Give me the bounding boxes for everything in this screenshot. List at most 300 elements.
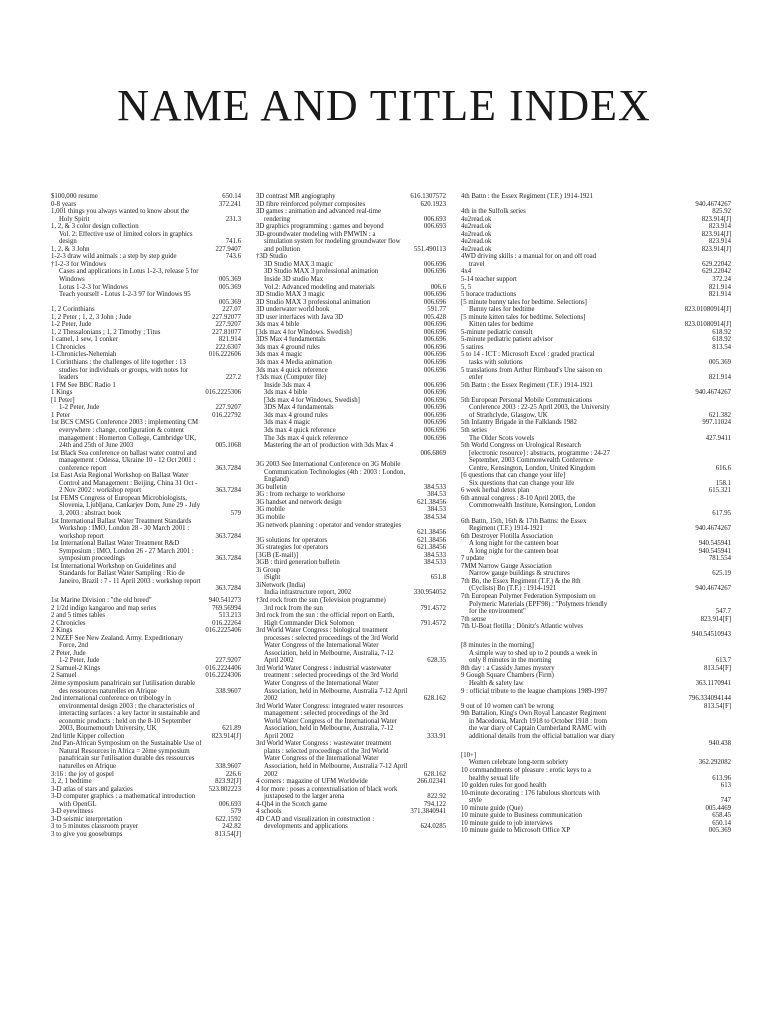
entry-text: 2002 — [264, 695, 278, 703]
index-line — [461, 650, 731, 658]
index-line — [51, 831, 241, 839]
index-line — [461, 344, 731, 352]
class-number: 823.01080914[J] — [684, 321, 731, 329]
class-number: 940.545941 — [698, 540, 731, 548]
index-line — [256, 665, 446, 673]
entry-text: 3rd World Water Congress : industrial wastewater — [256, 664, 392, 672]
entry-text: panafricain sur l'utilisation durable des ressources — [59, 755, 195, 763]
class-number: 651.8 — [430, 574, 446, 582]
entry-text: 1 Chronicles — [51, 343, 86, 351]
class-number: 825.92 — [712, 208, 731, 216]
index-line — [51, 725, 241, 733]
entry-text: plants : selected proceedings of the 3rd World — [264, 747, 389, 755]
entry-text: 2 Samuel — [51, 672, 77, 680]
index-line — [51, 261, 241, 269]
entry-text: 3rd World Water Congress: integrated water resources — [256, 702, 404, 710]
index-line — [51, 703, 241, 711]
class-number: 016.2225306 — [205, 389, 241, 397]
entry-text: 3D Studio MAX 3 magic — [264, 260, 333, 268]
entry-text: [3ds max 4 for Windows. Swedish] — [256, 328, 352, 336]
index-line — [256, 612, 446, 620]
entry-text: 5-14 teacher support — [461, 276, 517, 284]
index-line — [51, 605, 241, 613]
index-line — [256, 793, 446, 801]
index-block — [256, 193, 446, 457]
entry-text: 5th Battn : the Essex Regiment (T.F.) 1914-1921 — [461, 381, 594, 389]
entry-text: 1-2 Peter, Jude — [59, 657, 100, 665]
entry-text: 3GB : third generation bulletin — [256, 559, 340, 567]
entry-text: only 8 minutes in the morning — [469, 657, 552, 665]
index-line — [461, 299, 731, 307]
entry-text: 1st Marine Division : "the old breed" — [51, 596, 152, 604]
entry-text: 1, 2, & 3 John — [51, 245, 90, 253]
index-line — [51, 518, 241, 526]
entry-text: 5 to 14 - ICT : Microsoft Excel : graded practical — [461, 351, 595, 359]
class-number: 616.1307572 — [410, 193, 446, 200]
index-line — [256, 635, 446, 643]
class-number: 617.95 — [712, 509, 731, 517]
index-line — [461, 540, 731, 548]
class-number: 940.545941 — [698, 547, 731, 555]
index-line — [256, 816, 446, 824]
index-line — [461, 231, 731, 239]
index-line — [461, 427, 731, 435]
entry-text: additional details from the official battalion war diary — [469, 732, 615, 740]
index-line — [51, 382, 241, 390]
entry-text: [electronic resource] : abstracts, programme : 24-27 — [469, 449, 610, 457]
index-line — [461, 710, 731, 718]
index-line — [461, 276, 731, 284]
index-line — [51, 627, 241, 635]
index-line — [461, 495, 731, 503]
class-number: 006.696 — [423, 351, 446, 359]
entry-text: Inside 3D studio Max — [264, 276, 324, 284]
entry-text: Lotus 1-2-3 for Windows — [59, 283, 128, 291]
class-number: 363.7284 — [215, 464, 241, 472]
index-line — [461, 510, 731, 518]
entry-text: 1st BCS CMSG Conference 2003 : implementing CM — [51, 419, 199, 427]
index-line — [256, 367, 446, 375]
class-number: 658.45 — [712, 812, 731, 820]
entry-text: Force, 2nd — [59, 642, 89, 650]
entry-text: 24th and 25th of June 2003 — [59, 442, 134, 450]
entry-text: 2 Peter, Jude — [51, 649, 86, 657]
index-line — [461, 450, 731, 458]
class-number: 006.6869 — [420, 449, 446, 457]
entry-text: 4u2read.ok — [461, 230, 492, 238]
entry-text: 2nd international conference on tribology in — [51, 695, 171, 703]
index-line — [51, 748, 241, 756]
index-line — [256, 823, 446, 831]
index-line — [256, 404, 446, 412]
entry-text: Windows — [59, 276, 85, 284]
index-line — [51, 740, 241, 748]
index-line — [51, 533, 241, 541]
class-number: 338.9607 — [215, 687, 241, 695]
entry-text: Symposium : IMO, London 26 - 27 March 2001 : — [59, 547, 194, 555]
index-line — [51, 487, 241, 495]
index-line — [256, 397, 446, 405]
entry-text: healthy sexual life — [469, 774, 519, 782]
class-number: 006.693 — [423, 215, 446, 223]
entry-text: Association, held in Melbourne, Australia, 7-12 — [264, 649, 394, 657]
index-line — [51, 465, 241, 473]
entry-text: symposium proceedings — [59, 555, 125, 563]
index-line — [461, 502, 731, 510]
class-number: 371.3840941 — [410, 808, 446, 816]
index-line — [256, 336, 446, 344]
index-line — [256, 688, 446, 696]
index-line — [51, 695, 241, 703]
entry-text: Control and Management : Beijing, China 31 Oct - — [59, 479, 198, 487]
index-line — [256, 620, 446, 628]
class-number: 427.9411 — [705, 434, 731, 442]
class-number: 629.22042 — [702, 260, 731, 268]
index-line — [51, 816, 241, 824]
class-number: 363.7284 — [215, 532, 241, 540]
index-line — [256, 469, 446, 477]
entry-text: 3-D seismic interpretation — [51, 815, 122, 823]
index-line — [256, 261, 446, 269]
index-line — [256, 778, 446, 786]
index-line — [461, 201, 731, 209]
index-line — [51, 276, 241, 284]
class-number: 813.54[J] — [215, 830, 241, 838]
entry-text: Janeiro, Brazil : 7 - 11 April 2003 : workshop report — [59, 577, 201, 585]
entry-text: 7th European Polymer Federation Symposium on — [461, 592, 596, 600]
index-line — [256, 680, 446, 688]
entry-text: 9 : official tribute to the league champions 1989-1997 — [461, 687, 608, 695]
class-number: 615.321 — [708, 487, 731, 495]
index-line — [461, 472, 731, 480]
index-line — [256, 771, 446, 779]
class-number: 650.14 — [712, 819, 731, 827]
entry-text: 10 minute guide (Que) — [461, 804, 523, 812]
entry-text: Association, held in Melbourne, Australia, 7-12 — [264, 725, 394, 733]
index-line — [461, 631, 731, 639]
class-number: 372.24 — [712, 276, 731, 284]
index-line — [51, 299, 241, 307]
class-number: 005.369 — [708, 827, 731, 835]
class-number: 940.4674267 — [695, 389, 731, 397]
index-line — [256, 193, 446, 201]
entry-text: for the environment" — [469, 608, 526, 616]
index-line — [461, 593, 731, 601]
entry-text: †3D Studio — [256, 253, 288, 261]
entry-text: 3rd rock from the sun : the official report on Earth, — [256, 612, 395, 620]
entry-text: [3ds max 4 for Windows, Swedish] — [264, 396, 360, 404]
entry-text: iSight — [264, 574, 281, 582]
index-line — [51, 284, 241, 292]
index-line — [256, 740, 446, 748]
class-number: 621.38456 — [417, 498, 446, 506]
index-line — [461, 548, 731, 556]
entry-text: 4u2read.ok — [461, 223, 492, 231]
class-number: 363.7284 — [215, 585, 241, 593]
entry-text: Water Congress of the International Water — [264, 680, 379, 687]
entry-text: 1 camel, 1 sew, 1 conker — [51, 336, 118, 344]
index-block — [51, 597, 241, 839]
index-line — [461, 525, 731, 533]
entry-text: England) — [264, 476, 289, 484]
index-line — [256, 314, 446, 322]
entry-text: Conference 2003 : 22-25 April 2003, the University — [469, 404, 610, 412]
class-number: 791.4572 — [420, 619, 446, 627]
index-line — [51, 427, 241, 435]
entry-text: 9 out of 10 women can't be wrong — [461, 702, 554, 710]
index-line — [461, 389, 731, 397]
class-number: 016.2224306 — [205, 672, 241, 680]
index-line — [256, 246, 446, 254]
class-number: 242.82 — [222, 823, 241, 831]
class-number: 338.9607 — [215, 763, 241, 771]
entry-text: 10-minute decorating : 176 fabulous shortcuts with — [461, 789, 600, 797]
index-line — [256, 231, 446, 239]
index-line — [51, 231, 241, 239]
entry-text: 3G handset and network design — [256, 498, 342, 506]
entry-text: Association, held in Melbourne, Australia 7-12 April — [264, 687, 408, 695]
class-number: 940.541273 — [208, 596, 241, 604]
index-line — [461, 797, 731, 805]
class-number: 006.696 — [423, 298, 446, 306]
index-line — [461, 570, 731, 578]
class-number: 384.53 — [427, 491, 446, 499]
index-line — [256, 733, 446, 741]
entry-text: (Cyclists) Bn (T.F.) : 1914-1921 — [469, 585, 557, 593]
entry-text: 1st Black Sea conference on ballast water control and — [51, 449, 197, 457]
entry-text: enfer — [469, 374, 483, 382]
entry-text: The Older Scots vowels — [469, 434, 535, 442]
index-line — [51, 336, 241, 344]
entry-text: 10 commandments of pleasure : erotic keys to a — [461, 767, 591, 775]
class-number: 821.914 — [708, 374, 731, 382]
index-line — [256, 748, 446, 756]
class-number: 227.07 — [222, 306, 241, 314]
index-line — [51, 778, 241, 786]
entry-text: [5 minute kitten tales for bedtime. Selections] — [461, 313, 586, 321]
entry-text: Women celebrate long-term sobriety — [469, 759, 569, 767]
entry-text: 2 Nov 2002 : workshop report — [59, 487, 142, 495]
class-number: 158.1 — [715, 479, 731, 487]
index-line — [51, 472, 241, 480]
class-number: 006.693 — [423, 223, 446, 231]
entry-text: juxtaposed to the larger arena — [264, 793, 345, 801]
class-number: 363.7284 — [215, 555, 241, 563]
class-number: 621.38456 — [417, 536, 446, 544]
entry-text: 3:16 : the joy of gospel — [51, 770, 114, 778]
class-number: 650.14 — [222, 193, 241, 200]
entry-text: 2 Kings — [51, 627, 73, 635]
index-line — [51, 268, 241, 276]
class-number: 227.92077 — [212, 313, 241, 321]
entry-text: 3ds max 4 ground rules — [256, 343, 320, 351]
entry-text: Cases and applications in Lotus 1-2-3, release 5 for — [59, 268, 199, 276]
index-block — [461, 193, 731, 638]
class-number: 227.2 — [225, 374, 241, 382]
index-line — [51, 367, 241, 375]
entry-text: High Commander Dick Solomon — [264, 619, 355, 627]
index-line — [256, 253, 446, 261]
entry-text: 3-D atlas of stars and galaxies — [51, 785, 133, 793]
entry-text: 3ds max 4 ground rules — [264, 411, 328, 419]
entry-text: with OpenGL — [59, 800, 97, 808]
index-line — [461, 805, 731, 813]
entry-text: 1st International Ballast Water Treatment Standards — [51, 517, 192, 525]
entry-text: management : Odessa, Ukraine 10 - 12 Oct 2001 : — [59, 457, 196, 465]
index-line — [51, 201, 241, 209]
class-number: 743.6 — [225, 253, 241, 261]
entry-text: April 2002 — [264, 657, 294, 665]
entry-text: 3G solutions for operators — [256, 536, 328, 544]
entry-text: 3-D computer graphics : a mathematical introduction — [51, 793, 196, 801]
index-line — [51, 801, 241, 809]
class-number: 823.914[J] — [211, 732, 241, 740]
entry-text: 4-Qh4 in the Scotch game — [256, 800, 327, 808]
index-line — [461, 306, 731, 314]
entry-text: 3 to 5 minutes classroom prayer — [51, 823, 139, 831]
class-number: 579 — [230, 509, 241, 517]
index-line — [256, 650, 446, 658]
entry-text: 3ds max 4 Media animation — [256, 359, 332, 367]
entry-text: $100,000 resume — [51, 193, 98, 200]
index-line — [256, 597, 446, 605]
entry-text: Vol.2: Advanced modeling and materials — [264, 283, 375, 291]
index-line — [461, 563, 731, 571]
class-number: 006.696 — [423, 381, 446, 389]
index-line — [256, 567, 446, 575]
entry-text: 3rd rock from the sun — [264, 604, 323, 612]
entry-text: 3D Studio MAX 3 professional animation — [256, 298, 371, 306]
entry-text: 3ds max 4 bible — [264, 389, 308, 397]
class-number: 613 — [720, 782, 731, 790]
index-block — [256, 461, 446, 831]
index-line — [461, 412, 731, 420]
entry-text: 3D Studio MAX 3 professional animation — [264, 268, 379, 276]
index-line — [256, 627, 446, 635]
entry-text: September, 2003 Commonwealth Conference — [469, 457, 593, 465]
index-line — [51, 359, 241, 367]
entry-text: simulation system for modeling groundwater flow — [264, 238, 401, 246]
entry-text: style — [469, 797, 482, 805]
entry-text: 2002 — [264, 770, 278, 778]
entry-text: Water Congress of the International Water — [264, 642, 379, 650]
index-line — [256, 801, 446, 809]
entry-text: 7th sense — [461, 615, 487, 623]
entry-text: 4th Battn : the Essex Regiment (T.F.) 1914-1921 — [461, 193, 594, 200]
index-line — [51, 680, 241, 688]
entry-text: studies for individuals or groups, with notes for — [59, 366, 189, 374]
index-line — [256, 755, 446, 763]
entry-text: [5 minute bunny tales for bedtime. Selections] — [461, 298, 587, 306]
class-number: 579 — [230, 808, 241, 816]
class-number: 823.914[J] — [701, 215, 731, 223]
entry-text: 10 minute guide to Microsoft Office XP — [461, 827, 570, 835]
index-line — [51, 755, 241, 763]
class-number: 384.533 — [423, 551, 446, 559]
index-line — [461, 268, 731, 276]
entry-text: India infrastructure report, 2002 — [264, 589, 352, 597]
index-line — [256, 544, 446, 552]
class-number: 005.4469 — [705, 804, 731, 812]
class-number: 006.696 — [423, 389, 446, 397]
index-line — [461, 253, 731, 261]
index-line — [256, 374, 446, 382]
class-number: 769.56994 — [212, 604, 241, 612]
entry-text: Six questions that can change your life — [469, 479, 575, 487]
class-number: 940.438 — [708, 740, 731, 748]
index-line — [51, 223, 241, 231]
index-line — [51, 480, 241, 488]
class-number: 523.802223 — [208, 785, 241, 793]
index-line — [51, 351, 241, 359]
entry-text: 4 for more : poses a contextualisation of black work — [256, 785, 398, 793]
entry-text: everywhere : change, configuration & content — [59, 426, 184, 434]
class-number: 227.9407 — [215, 245, 241, 253]
entry-text: 3G 2003 See International Conference on 3G Mobile — [256, 461, 401, 469]
index-line — [256, 718, 446, 726]
entry-text: 1st East Asia Regional Workshop on Ballast Water — [51, 472, 189, 480]
entry-text: [8 minutes in the morning] — [461, 642, 534, 650]
class-number: 005.1068 — [215, 442, 241, 450]
index-line — [461, 480, 731, 488]
index-line — [256, 672, 446, 680]
entry-text: 3D user interfaces with Java 3D — [256, 313, 344, 321]
entry-text: [3GB (E-mail)] — [256, 551, 299, 559]
entry-text: 2 Chronicles — [51, 619, 86, 627]
index-line — [51, 435, 241, 443]
index-line — [461, 397, 731, 405]
class-number: 384.534 — [423, 513, 446, 521]
entry-text: 3G mobile — [256, 513, 285, 521]
index-line — [51, 733, 241, 741]
index-line — [256, 537, 446, 545]
index-line — [256, 223, 446, 231]
index-line — [461, 601, 731, 609]
index-line — [461, 382, 731, 390]
index-line — [51, 457, 241, 465]
entry-text: 1,001 things you always wanted to know about the — [51, 208, 189, 216]
entry-text: des ressources naturelles en Afrique — [59, 687, 157, 695]
entry-text: of Strathclyde, Glasgow, UK — [469, 411, 548, 419]
index-line — [51, 823, 241, 831]
entry-text: 7th Bn, the Essex Regiment (T.F.) & the 8th — [461, 577, 581, 585]
class-number: 006.696 — [423, 419, 446, 427]
class-number: 821.914 — [218, 336, 241, 344]
index-line — [256, 808, 446, 816]
index-line — [51, 665, 241, 673]
index-line — [51, 650, 241, 658]
class-number: 794.122 — [423, 800, 446, 808]
class-number: 620.1923 — [420, 200, 446, 208]
class-number: 813.54 — [712, 343, 731, 351]
entry-text: The 3ds max 4 quick reference — [264, 434, 348, 442]
entry-text: environmental design 2003 : the characteristics of — [59, 702, 195, 710]
class-number: 006.696 — [423, 426, 446, 434]
entry-text: 1-Chronicles-Nehemiah — [51, 351, 117, 359]
entry-text: 5, 5 — [461, 283, 472, 291]
entry-text: Slovenia, Ljubljana, Cankarjev Dom, June 29 - July — [59, 502, 201, 510]
index-line — [51, 555, 241, 563]
entry-text: processes : selected proceedings of the 3rd World — [264, 634, 399, 642]
entry-text: 3rd World Water Congress : biological treatment — [256, 627, 388, 635]
index-line — [461, 703, 731, 711]
index-line — [461, 442, 731, 450]
class-number: 823.914 — [708, 238, 731, 246]
entry-text: 5th series — [461, 426, 487, 434]
class-number: 791.4572 — [420, 604, 446, 612]
entry-text: 10 minute guide to Business communication — [461, 812, 583, 820]
index-line — [51, 525, 241, 533]
